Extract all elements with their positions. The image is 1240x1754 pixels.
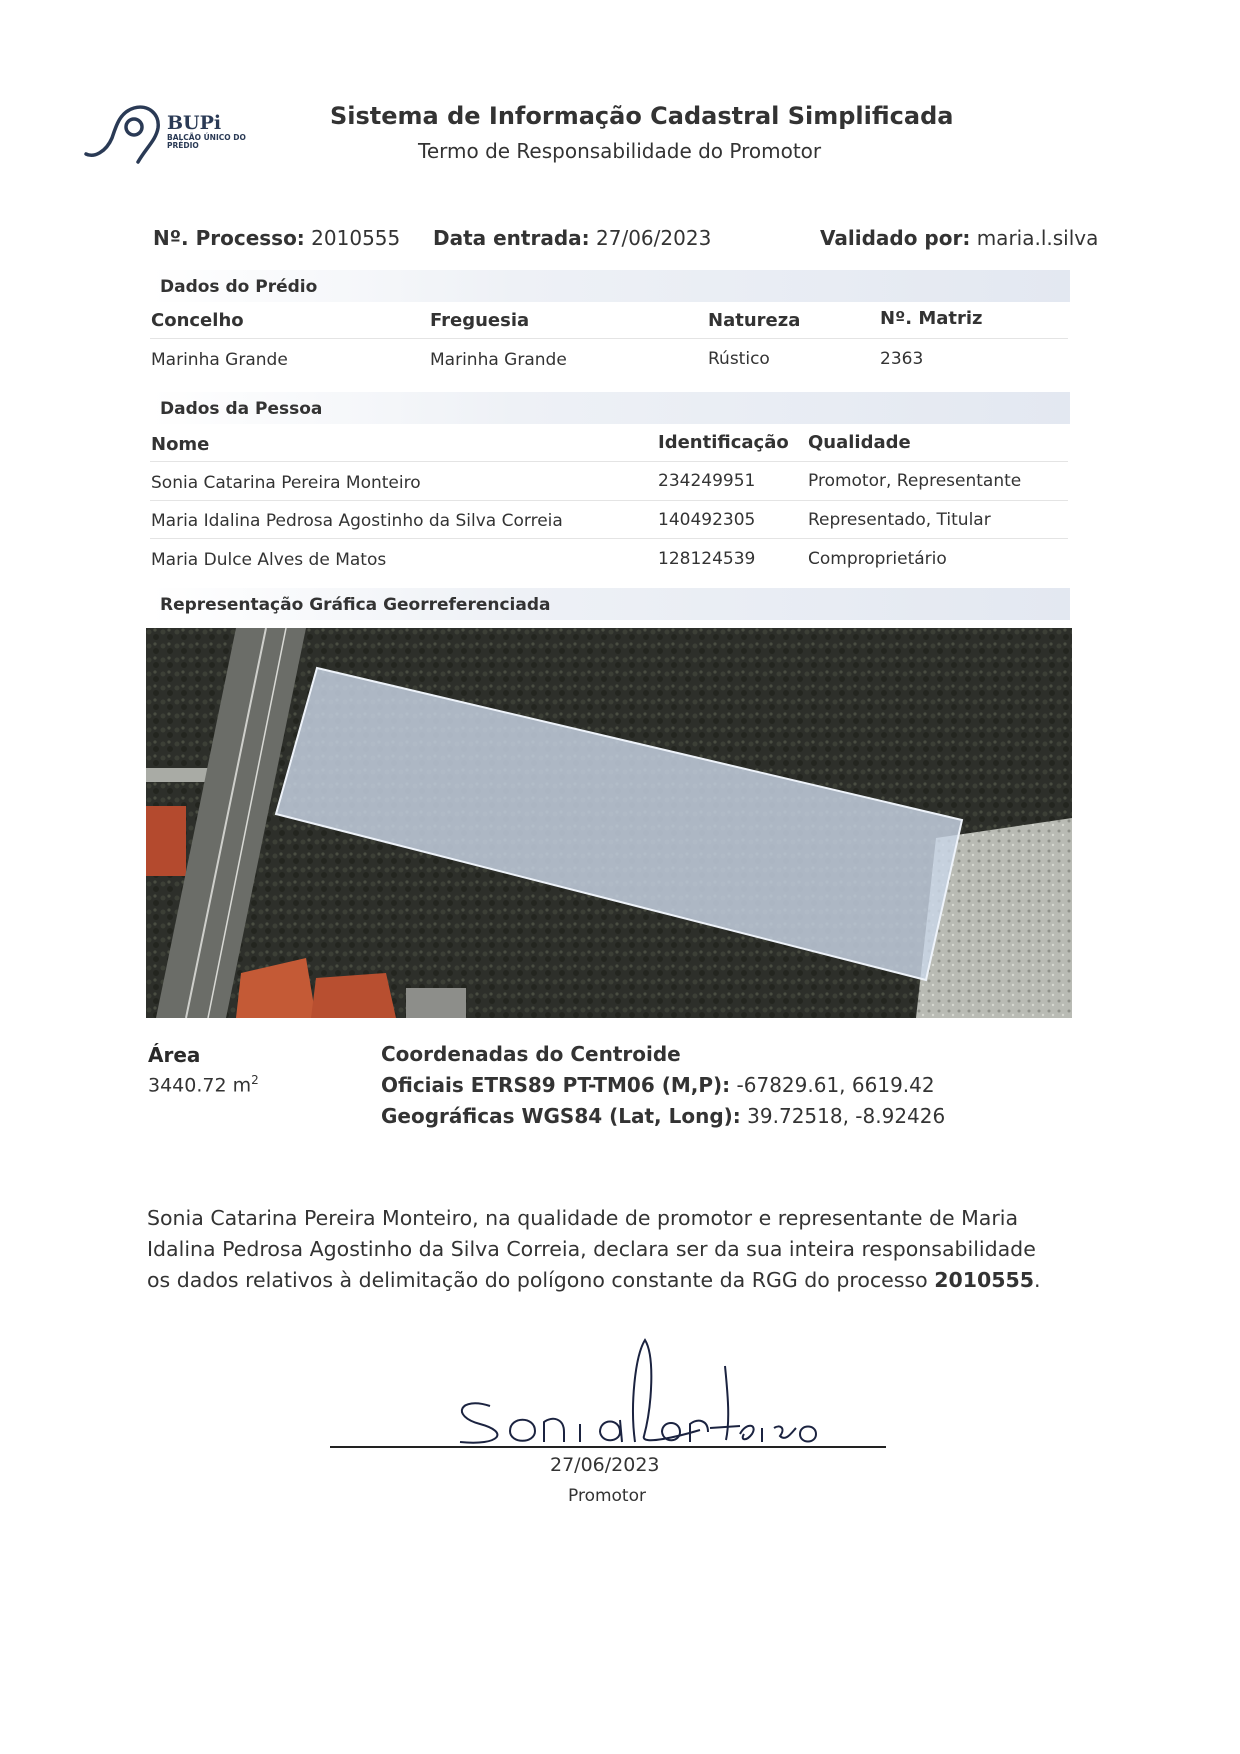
coords-geo-label: Geográficas WGS84 (Lat, Long):	[381, 1104, 741, 1128]
declaration-text	[147, 1203, 1047, 1296]
section-rgg	[150, 588, 1070, 620]
coords-title: Coordenadas do Centroide	[381, 1042, 681, 1066]
person-id: 234249951	[658, 471, 756, 491]
divider	[150, 461, 1068, 462]
area-number: 3440.72 m	[148, 1074, 252, 1097]
person-qualidade: Representado, Titular	[808, 510, 991, 530]
section-dados-pessoa	[150, 392, 1070, 424]
coords-geo-value: 39.72518, -8.92426	[747, 1104, 946, 1128]
section-dados-predio	[150, 270, 1070, 302]
declaration-process-ref: 2010555	[934, 1268, 1035, 1292]
cell-freguesia: Marinha Grande	[430, 350, 567, 370]
georeferenced-map	[146, 628, 1072, 1018]
handwritten-signature	[440, 1336, 820, 1456]
col-header-qualidade: Qualidade	[808, 432, 911, 453]
person-name: Maria Idalina Pedrosa Agostinho da Silva Correia	[151, 511, 563, 531]
validated-by	[820, 226, 1098, 250]
divider	[150, 500, 1068, 501]
person-id: 128124539	[658, 549, 756, 569]
entry-date-label: Data entrada:	[433, 226, 590, 250]
col-header-identificacao: Identificação	[658, 432, 789, 453]
person-name: Maria Dulce Alves de Matos	[151, 550, 387, 570]
logo-title: BUPi	[167, 112, 222, 134]
section-rgg-title: Representação Gráfica Georreferenciada	[160, 595, 551, 615]
area-value	[148, 1073, 259, 1096]
declaration-end: .	[1034, 1268, 1041, 1292]
document-title: Sistema de Informação Cadastral Simplificada	[330, 102, 954, 130]
coords-oficiais-label: Oficiais ETRS89 PT-TM06 (M,P):	[381, 1073, 731, 1097]
signature-role: Promotor	[568, 1486, 646, 1506]
entry-date-value: 27/06/2023	[596, 226, 712, 250]
person-qualidade: Comproprietário	[808, 549, 947, 569]
section-dados-pessoa-title: Dados da Pessoa	[160, 399, 323, 419]
person-name: Sonia Catarina Pereira Monteiro	[151, 473, 421, 493]
declaration-body: Sonia Catarina Pereira Monteiro, na qualidade de promotor e representante de Maria Idalina Pedrosa Agostinho da Silva Correia, declara ser da sua inteira responsabilidade os dados relativos à delimitação do polígono constante da RGG do processo	[147, 1206, 1036, 1292]
area-label: Área	[148, 1043, 201, 1067]
divider	[150, 538, 1068, 539]
coords-oficiais-value: -67829.61, 6619.42	[736, 1073, 935, 1097]
process-number-label: Nº. Processo:	[153, 226, 305, 250]
cell-concelho: Marinha Grande	[151, 350, 288, 370]
coords-geograficas	[381, 1104, 945, 1128]
process-number	[153, 226, 400, 250]
coords-oficiais	[381, 1073, 935, 1097]
process-number-value: 2010555	[311, 226, 401, 250]
person-qualidade: Promotor, Representante	[808, 471, 1022, 491]
col-header-matriz: Nº. Matriz	[880, 308, 983, 329]
validated-by-value: maria.l.silva	[976, 226, 1099, 250]
col-header-natureza: Natureza	[708, 310, 801, 331]
col-header-freguesia: Freguesia	[430, 310, 530, 331]
divider	[150, 338, 1068, 339]
validated-by-label: Validado por:	[820, 226, 971, 250]
area-unit-exponent: 2	[251, 1073, 259, 1087]
signature-date: 27/06/2023	[550, 1454, 660, 1476]
col-header-concelho: Concelho	[151, 310, 244, 331]
document-subtitle: Termo de Responsabilidade do Promotor	[418, 139, 822, 163]
entry-date	[433, 226, 711, 250]
col-header-nome: Nome	[151, 434, 210, 455]
cell-natureza: Rústico	[708, 349, 770, 369]
logo-subtitle: BALCÃO ÚNICO DO PRÉDIO	[167, 133, 246, 150]
person-id: 140492305	[658, 510, 756, 530]
section-dados-predio-title: Dados do Prédio	[160, 277, 318, 297]
signature-line	[330, 1446, 886, 1448]
cell-matriz: 2363	[880, 349, 924, 369]
